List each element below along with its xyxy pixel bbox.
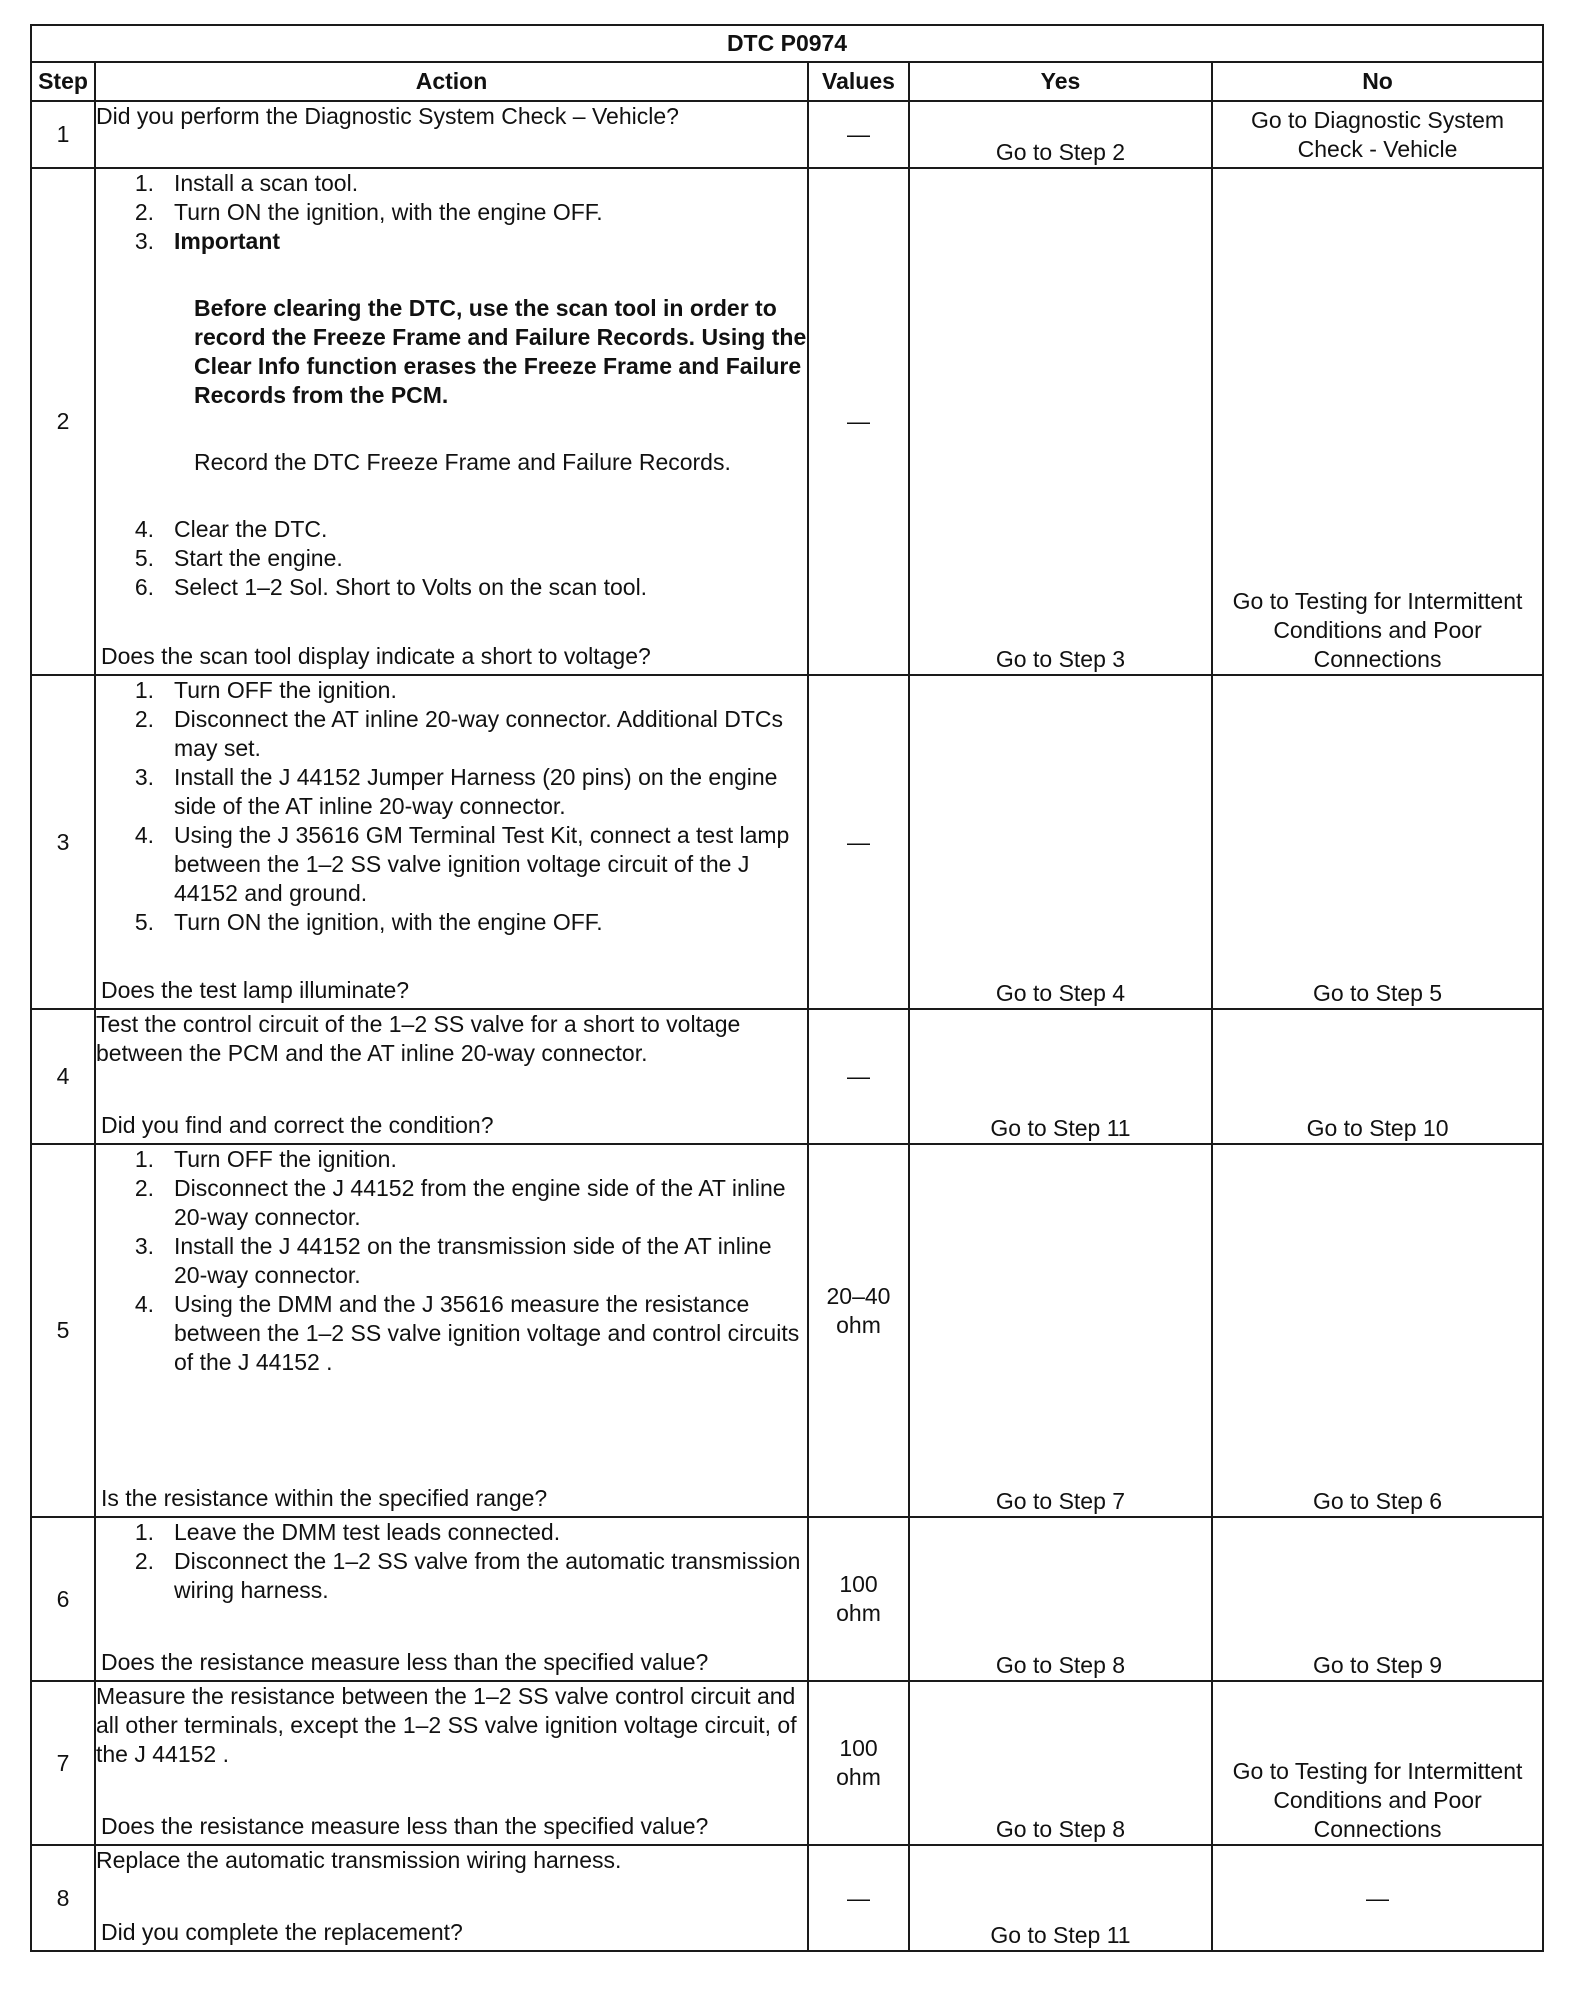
item-number: 3. (134, 1233, 154, 1259)
step-number: 8 (31, 1845, 95, 1951)
value-cell: — (808, 168, 909, 675)
procedure-list (96, 1518, 807, 1605)
action-cell (95, 168, 808, 675)
value-text: 100 ohm (836, 1571, 881, 1626)
header-yes: Yes (909, 62, 1212, 101)
table-header-row (31, 62, 1543, 101)
item-text: Using the J 35616 GM Terminal Test Kit, connect a test lamp between the 1–2 SS valve ignition voltage circuit of the J 44152 and ground. (174, 822, 790, 906)
item-number: 5. (134, 545, 154, 571)
question-text: Does the test lamp illuminate? (101, 977, 410, 1003)
item-text: Leave the DMM test leads connected. (174, 1519, 561, 1545)
spacer (96, 256, 807, 294)
list-item (96, 1174, 807, 1232)
list-item (96, 1145, 807, 1174)
item-number: 4. (134, 516, 154, 542)
yes-cell: Go to Step 8 (909, 1681, 1212, 1845)
no-cell: Go to Step 5 (1212, 675, 1543, 1009)
step-number: 1 (31, 101, 95, 168)
list-item (96, 227, 807, 256)
action-text: Test the control circuit of the 1–2 SS valve for a short to voltage between the PCM and the AT inline 20-way connector. (96, 1011, 741, 1066)
no-text: Go to Diagnostic System Check - Vehicle (1250, 106, 1505, 162)
spacer (96, 410, 807, 448)
item-text: Disconnect the J 44152 from the engine side of the AT inline 20-way connector. (174, 1175, 786, 1230)
question-text: Does the resistance measure less than the specified value? (101, 1813, 709, 1839)
record-note: Record the DTC Freeze Frame and Failure Records. (194, 449, 731, 475)
action-cell (95, 1517, 808, 1681)
value-text: 100 ohm (836, 1735, 881, 1790)
table-row (31, 675, 1543, 1009)
action-cell (95, 1009, 808, 1144)
list-item (96, 198, 807, 227)
item-text: Install the J 44152 Jumper Harness (20 pins) on the engine side of the AT inline 20-way connector. (174, 764, 778, 819)
list-item (96, 1547, 807, 1605)
item-text: Turn ON the ignition, with the engine OFF. (174, 199, 603, 225)
action-cell (95, 675, 808, 1009)
step-number: 3 (31, 675, 95, 1009)
spacer (96, 477, 807, 515)
step-number: 5 (31, 1144, 95, 1517)
table-row (31, 168, 1543, 675)
item-text: Start the engine. (174, 545, 343, 571)
list-item (96, 1518, 807, 1547)
procedure-list (96, 169, 807, 256)
action-text: Replace the automatic transmission wiring harness. (96, 1847, 622, 1873)
item-number: 3. (134, 228, 154, 254)
table-row (31, 1681, 1543, 1845)
item-text: Using the DMM and the J 35616 measure the resistance between the 1–2 SS valve ignition voltage and control circuits of the J 44152 . (174, 1291, 800, 1375)
item-number: 2. (134, 1548, 154, 1574)
no-cell (1212, 168, 1543, 675)
value-cell: — (808, 101, 909, 168)
table-title-row (31, 25, 1543, 62)
table-row (31, 1009, 1543, 1144)
header-step: Step (31, 62, 95, 101)
item-number: 1. (134, 170, 154, 196)
value-cell: — (808, 1009, 909, 1144)
yes-cell: Go to Step 2 (909, 101, 1212, 168)
item-text: Select 1–2 Sol. Short to Volts on the scan tool. (174, 574, 648, 600)
no-cell: Go to Step 6 (1212, 1144, 1543, 1517)
value-cell (808, 1517, 909, 1681)
question-text: Does the resistance measure less than the specified value? (101, 1649, 709, 1675)
item-number: 1. (134, 1146, 154, 1172)
yes-cell: Go to Step 7 (909, 1144, 1212, 1517)
value-cell (808, 1681, 909, 1845)
item-text: Turn ON the ignition, with the engine OFF. (174, 909, 603, 935)
important-label: Important (174, 228, 281, 254)
item-text: Install the J 44152 on the transmission side of the AT inline 20-way connector. (174, 1233, 772, 1288)
item-text: Disconnect the AT inline 20-way connector. Additional DTCs may set. (174, 706, 783, 761)
important-note: Before clearing the DTC, use the scan tool in order to record the Freeze Frame and Failure Records. Using the Clear Info function erases the Freeze Frame and Failure Records from the PCM. (194, 295, 807, 408)
item-text: Install a scan tool. (174, 170, 359, 196)
action-text: Measure the resistance between the 1–2 SS valve control circuit and all other terminals, except the 1–2 SS valve ignition voltage circuit, of the J 44152 . (96, 1683, 797, 1767)
list-item (96, 544, 807, 573)
action-cell (95, 1845, 808, 1951)
header-no: No (1212, 62, 1543, 101)
item-number: 2. (134, 706, 154, 732)
table-row (31, 1144, 1543, 1517)
procedure-list (96, 676, 807, 937)
question-text: Does the scan tool display indicate a short to voltage? (101, 643, 651, 669)
header-action: Action (95, 62, 808, 101)
procedure-list (96, 515, 807, 602)
question-text: Did you complete the replacement? (101, 1919, 463, 1945)
list-item (96, 515, 807, 544)
item-number: 2. (134, 1175, 154, 1201)
item-number: 4. (134, 822, 154, 848)
yes-cell: Go to Step 8 (909, 1517, 1212, 1681)
action-cell (95, 1681, 808, 1845)
no-text: Go to Testing for Intermittent Conditions and Poor Connections (1232, 1758, 1523, 1842)
item-text: Turn OFF the ignition. (174, 677, 397, 703)
question-text: Did you find and correct the condition? (101, 1112, 494, 1138)
table-row (31, 1517, 1543, 1681)
item-text: Turn OFF the ignition. (174, 1146, 397, 1172)
action-cell (95, 101, 808, 168)
table-title: DTC P0974 (31, 25, 1543, 62)
value-cell (808, 1144, 909, 1517)
no-cell: — (1212, 1845, 1543, 1951)
item-number: 2. (134, 199, 154, 225)
item-number: 4. (134, 1291, 154, 1317)
dtc-table (30, 24, 1544, 1952)
list-item (96, 1232, 807, 1290)
item-text: Clear the DTC. (174, 516, 328, 542)
item-number: 1. (134, 1519, 154, 1545)
list-item (96, 705, 807, 763)
action-text: Did you perform the Diagnostic System Check – Vehicle? (96, 103, 679, 129)
step-number: 7 (31, 1681, 95, 1845)
header-values: Values (808, 62, 909, 101)
list-item (96, 573, 807, 602)
no-cell: Go to Step 9 (1212, 1517, 1543, 1681)
value-cell: — (808, 675, 909, 1009)
question-text: Is the resistance within the specified range? (101, 1485, 548, 1511)
item-number: 5. (134, 909, 154, 935)
no-text: Go to Testing for Intermittent Conditions and Poor Connections (1232, 588, 1523, 672)
yes-cell: Go to Step 11 (909, 1009, 1212, 1144)
procedure-list (96, 1145, 807, 1377)
yes-cell: Go to Step 3 (909, 168, 1212, 675)
list-item (96, 169, 807, 198)
item-number: 6. (134, 574, 154, 600)
no-cell (1212, 101, 1543, 168)
list-item (96, 908, 807, 937)
step-number: 4 (31, 1009, 95, 1144)
item-number: 3. (134, 764, 154, 790)
yes-cell: Go to Step 11 (909, 1845, 1212, 1951)
no-cell (1212, 1681, 1543, 1845)
no-cell: Go to Step 10 (1212, 1009, 1543, 1144)
yes-cell: Go to Step 4 (909, 675, 1212, 1009)
list-item (96, 1290, 807, 1377)
step-number: 2 (31, 168, 95, 675)
list-item (96, 821, 807, 908)
list-item (96, 676, 807, 705)
value-cell: — (808, 1845, 909, 1951)
action-cell (95, 1144, 808, 1517)
item-text: Disconnect the 1–2 SS valve from the automatic transmission wiring harness. (174, 1548, 801, 1603)
step-number: 6 (31, 1517, 95, 1681)
table-row (31, 101, 1543, 168)
item-number: 1. (134, 677, 154, 703)
list-item (96, 763, 807, 821)
table-row (31, 1845, 1543, 1951)
value-text: 20–40 ohm (826, 1282, 891, 1338)
